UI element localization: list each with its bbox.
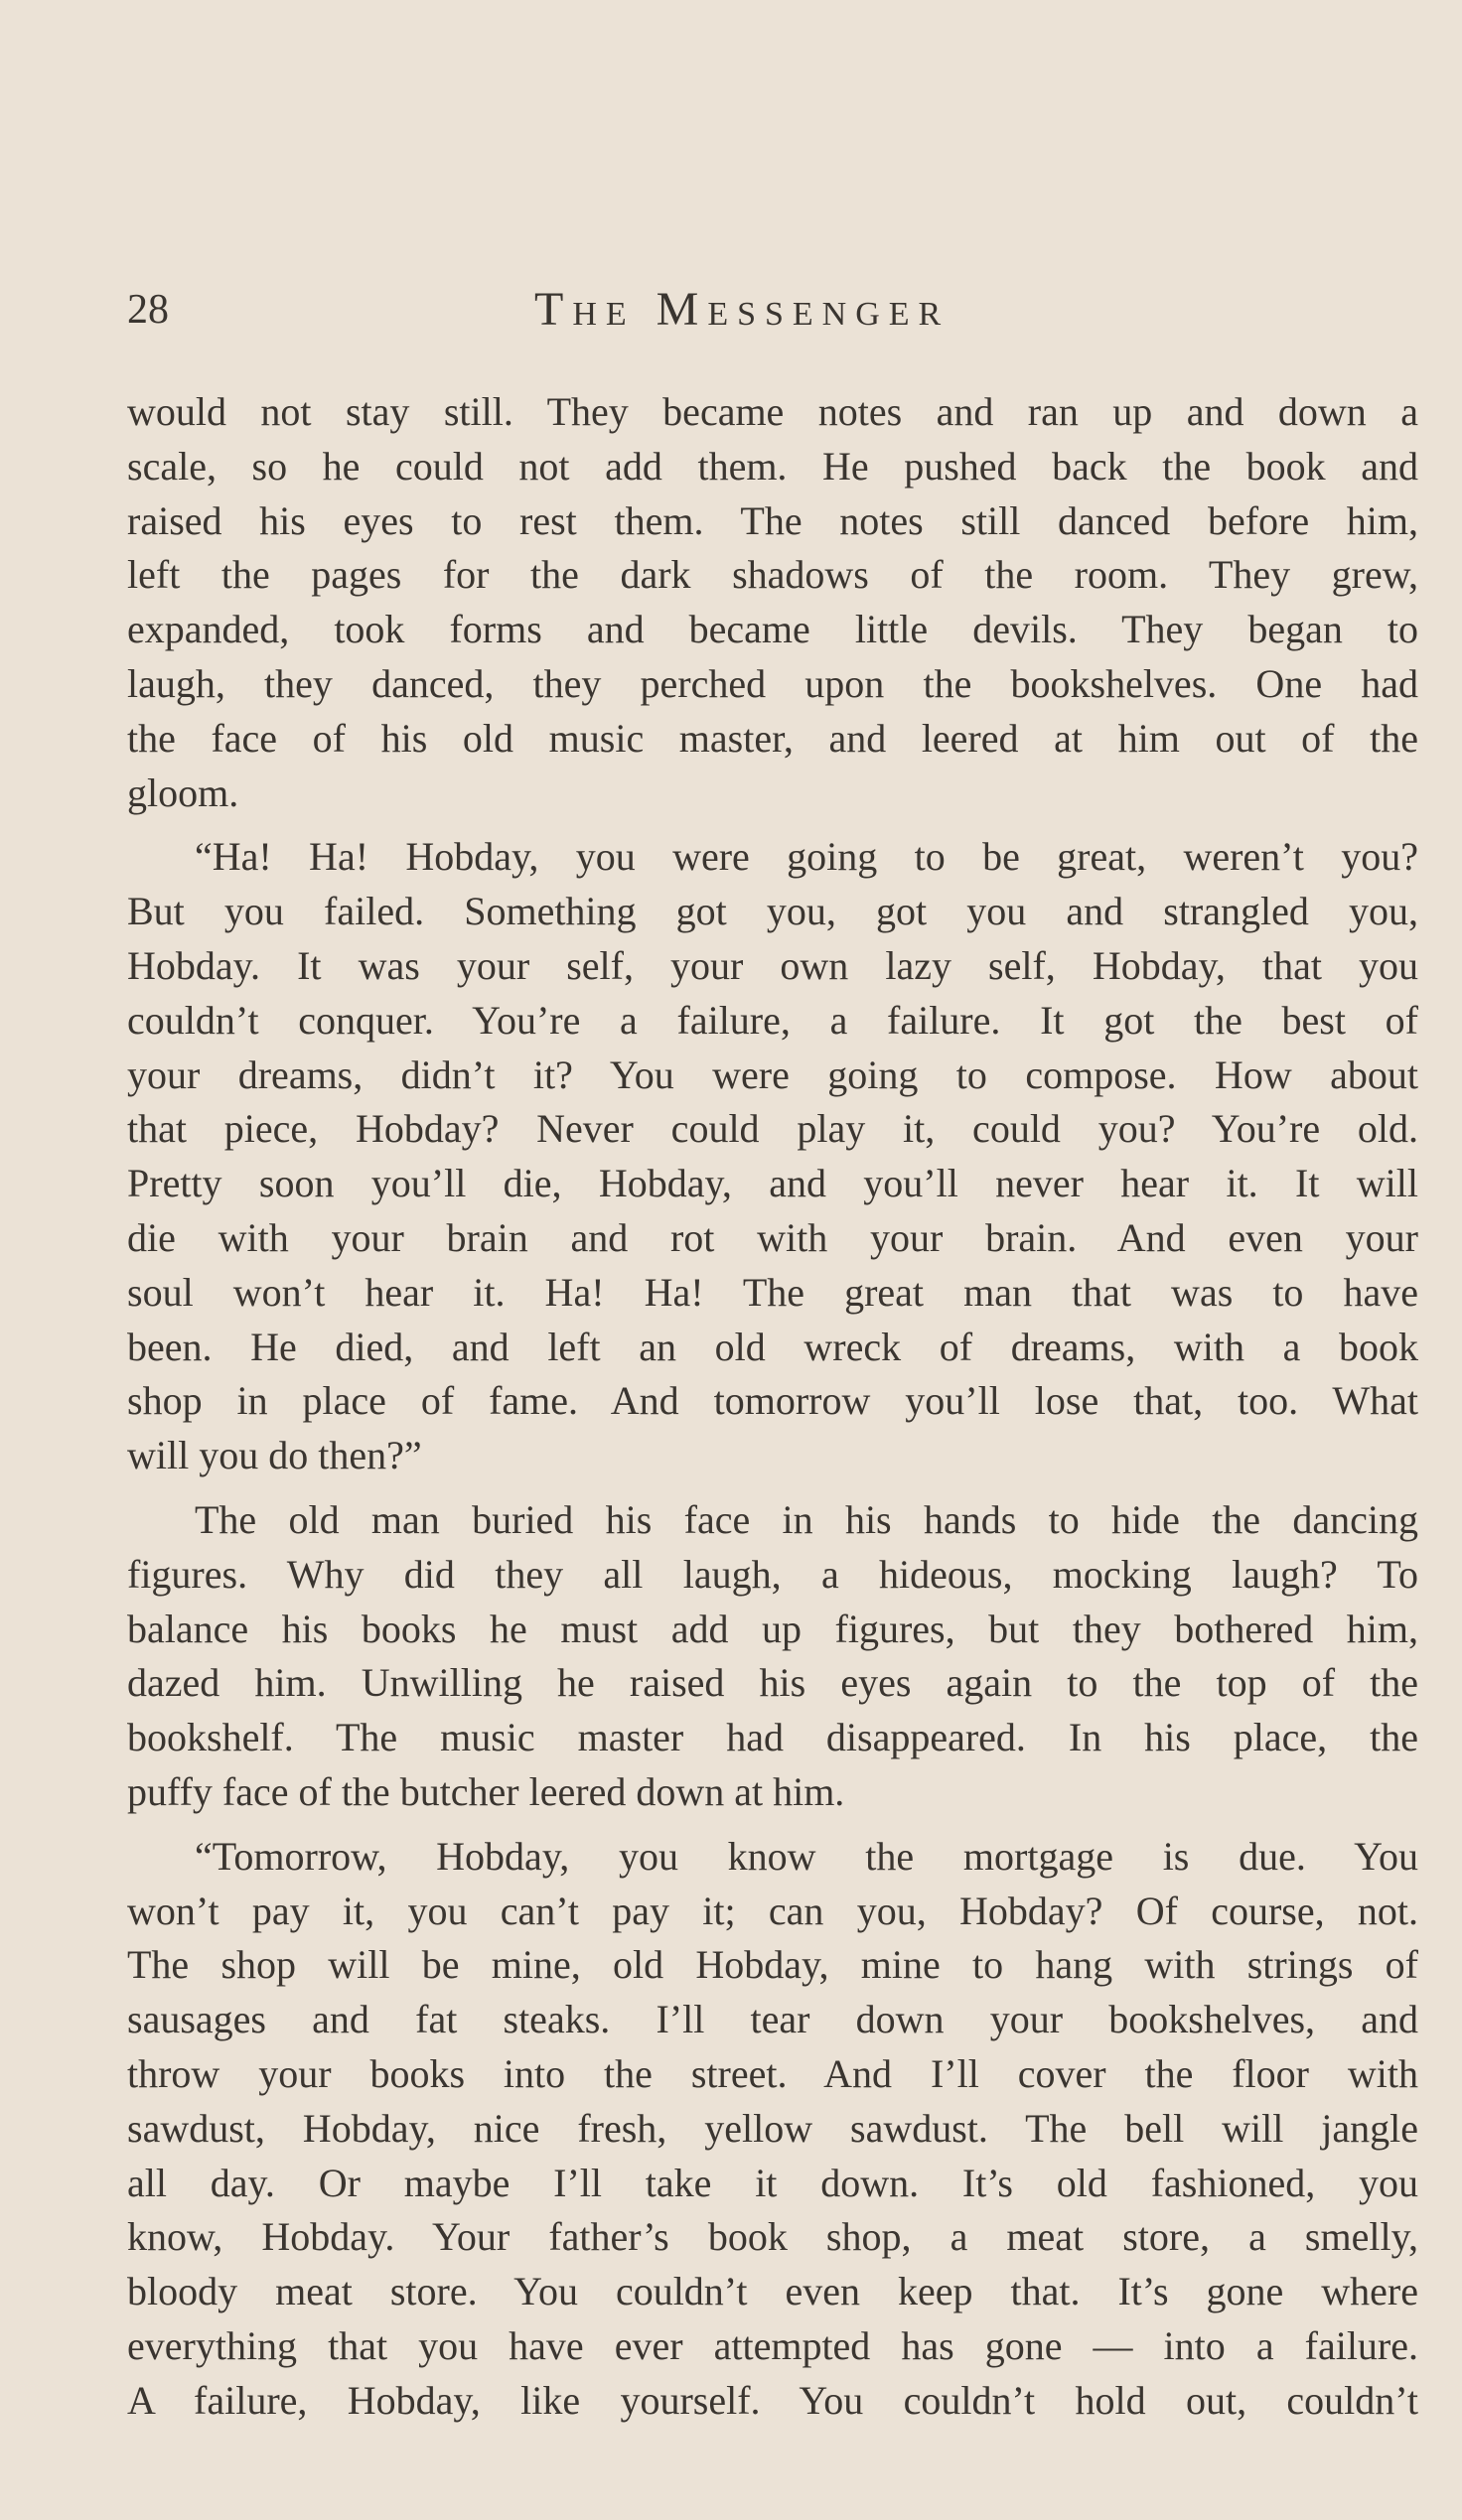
- text-line: expanded, took forms and became little devils. They began to: [127, 607, 1418, 652]
- text-line: the face of his old music master, and leered at him out of the: [127, 715, 1418, 761]
- text-line: that piece, Hobday? Never could play it, could you? You’re old.: [127, 1106, 1418, 1152]
- text-line: left the pages for the dark shadows of the room. They grew,: [127, 552, 1418, 598]
- text-line: will you do then?”: [127, 1433, 422, 1478]
- text-line: The old man buried his face in his hands to hide the dancing: [195, 1496, 1418, 1542]
- text-line: couldn’t conquer. You’re a failure, a failure. It got the best of: [127, 997, 1418, 1043]
- text-line: know, Hobday. Your father’s book shop, a meat store, a smelly,: [127, 2214, 1418, 2260]
- text-line: everything that you have ever attempted has gone — into a failure.: [127, 2322, 1418, 2368]
- text-line: But you failed. Something got you, got you and strangled you,: [127, 889, 1418, 934]
- text-line: “Ha! Ha! Hobday, you were going to be great, weren’t you?: [195, 834, 1418, 880]
- text-line: A failure, Hobday, like yourself. You couldn’t hold out, couldn’t: [127, 2377, 1418, 2423]
- text-line: The shop will be mine, old Hobday, mine to hang with strings of: [127, 1942, 1418, 1988]
- text-line: bookshelf. The music master had disappeared. In his place, the: [127, 1715, 1418, 1760]
- text-line: scale, so he could not add them. He pushed back the book and: [127, 443, 1418, 489]
- text-line: throw your books into the street. And I’ll cover the floor with: [127, 2050, 1418, 2096]
- text-line: your dreams, didn’t it? You were going to compose. How about: [127, 1051, 1418, 1097]
- page-number: 28: [127, 287, 169, 333]
- text-line: puffy face of the butcher leered down at him.: [127, 1768, 845, 1814]
- text-line: raised his eyes to rest them. The notes still danced before him,: [127, 497, 1418, 543]
- paragraph: [127, 830, 1418, 1483]
- text-line: die with your brain and rot with your brain. And even your: [127, 1214, 1418, 1260]
- running-title: The Messenger: [534, 283, 950, 336]
- body-text: [127, 385, 1418, 2438]
- text-line: won’t pay it, you can’t pay it; can you, Hobday? Of course, not.: [127, 1888, 1418, 1933]
- text-line: all day. Or maybe I’ll take it down. It’s old fashioned, you: [127, 2160, 1418, 2205]
- text-line: bloody meat store. You couldn’t even keep that. It’s gone where: [127, 2269, 1418, 2314]
- text-line: “Tomorrow, Hobday, you know the mortgage is due. You: [195, 1833, 1418, 1879]
- text-line: balance his books he must add up figures, but they bothered him,: [127, 1606, 1418, 1651]
- text-line: laugh, they danced, they perched upon the bookshelves. One had: [127, 660, 1418, 706]
- text-line: soul won’t hear it. Ha! Ha! The great man that was to have: [127, 1269, 1418, 1315]
- paragraph: [127, 1493, 1418, 1820]
- page-header: [127, 280, 1418, 340]
- text-line: Pretty soon you’ll die, Hobday, and you’ll never hear it. It will: [127, 1161, 1418, 1206]
- text-line: sausages and fat steaks. I’ll tear down your bookshelves, and: [127, 1997, 1418, 2042]
- text-line: sawdust, Hobday, nice fresh, yellow sawdust. The bell will jangle: [127, 2105, 1418, 2151]
- text-line: gloom.: [127, 770, 239, 815]
- text-line: figures. Why did they all laugh, a hideous, mocking laugh? To: [127, 1551, 1418, 1597]
- text-line: would not stay still. They became notes and ran up and down a: [127, 389, 1418, 434]
- text-line: been. He died, and left an old wreck of dreams, with a book: [127, 1324, 1418, 1369]
- paragraph: [127, 385, 1418, 820]
- text-line: Hobday. It was your self, your own lazy self, Hobday, that you: [127, 942, 1418, 988]
- text-line: shop in place of fame. And tomorrow you’ll lose that, too. What: [127, 1378, 1418, 1424]
- text-line: dazed him. Unwilling he raised his eyes again to the top of the: [127, 1660, 1418, 1706]
- paragraph: [127, 1830, 1418, 2429]
